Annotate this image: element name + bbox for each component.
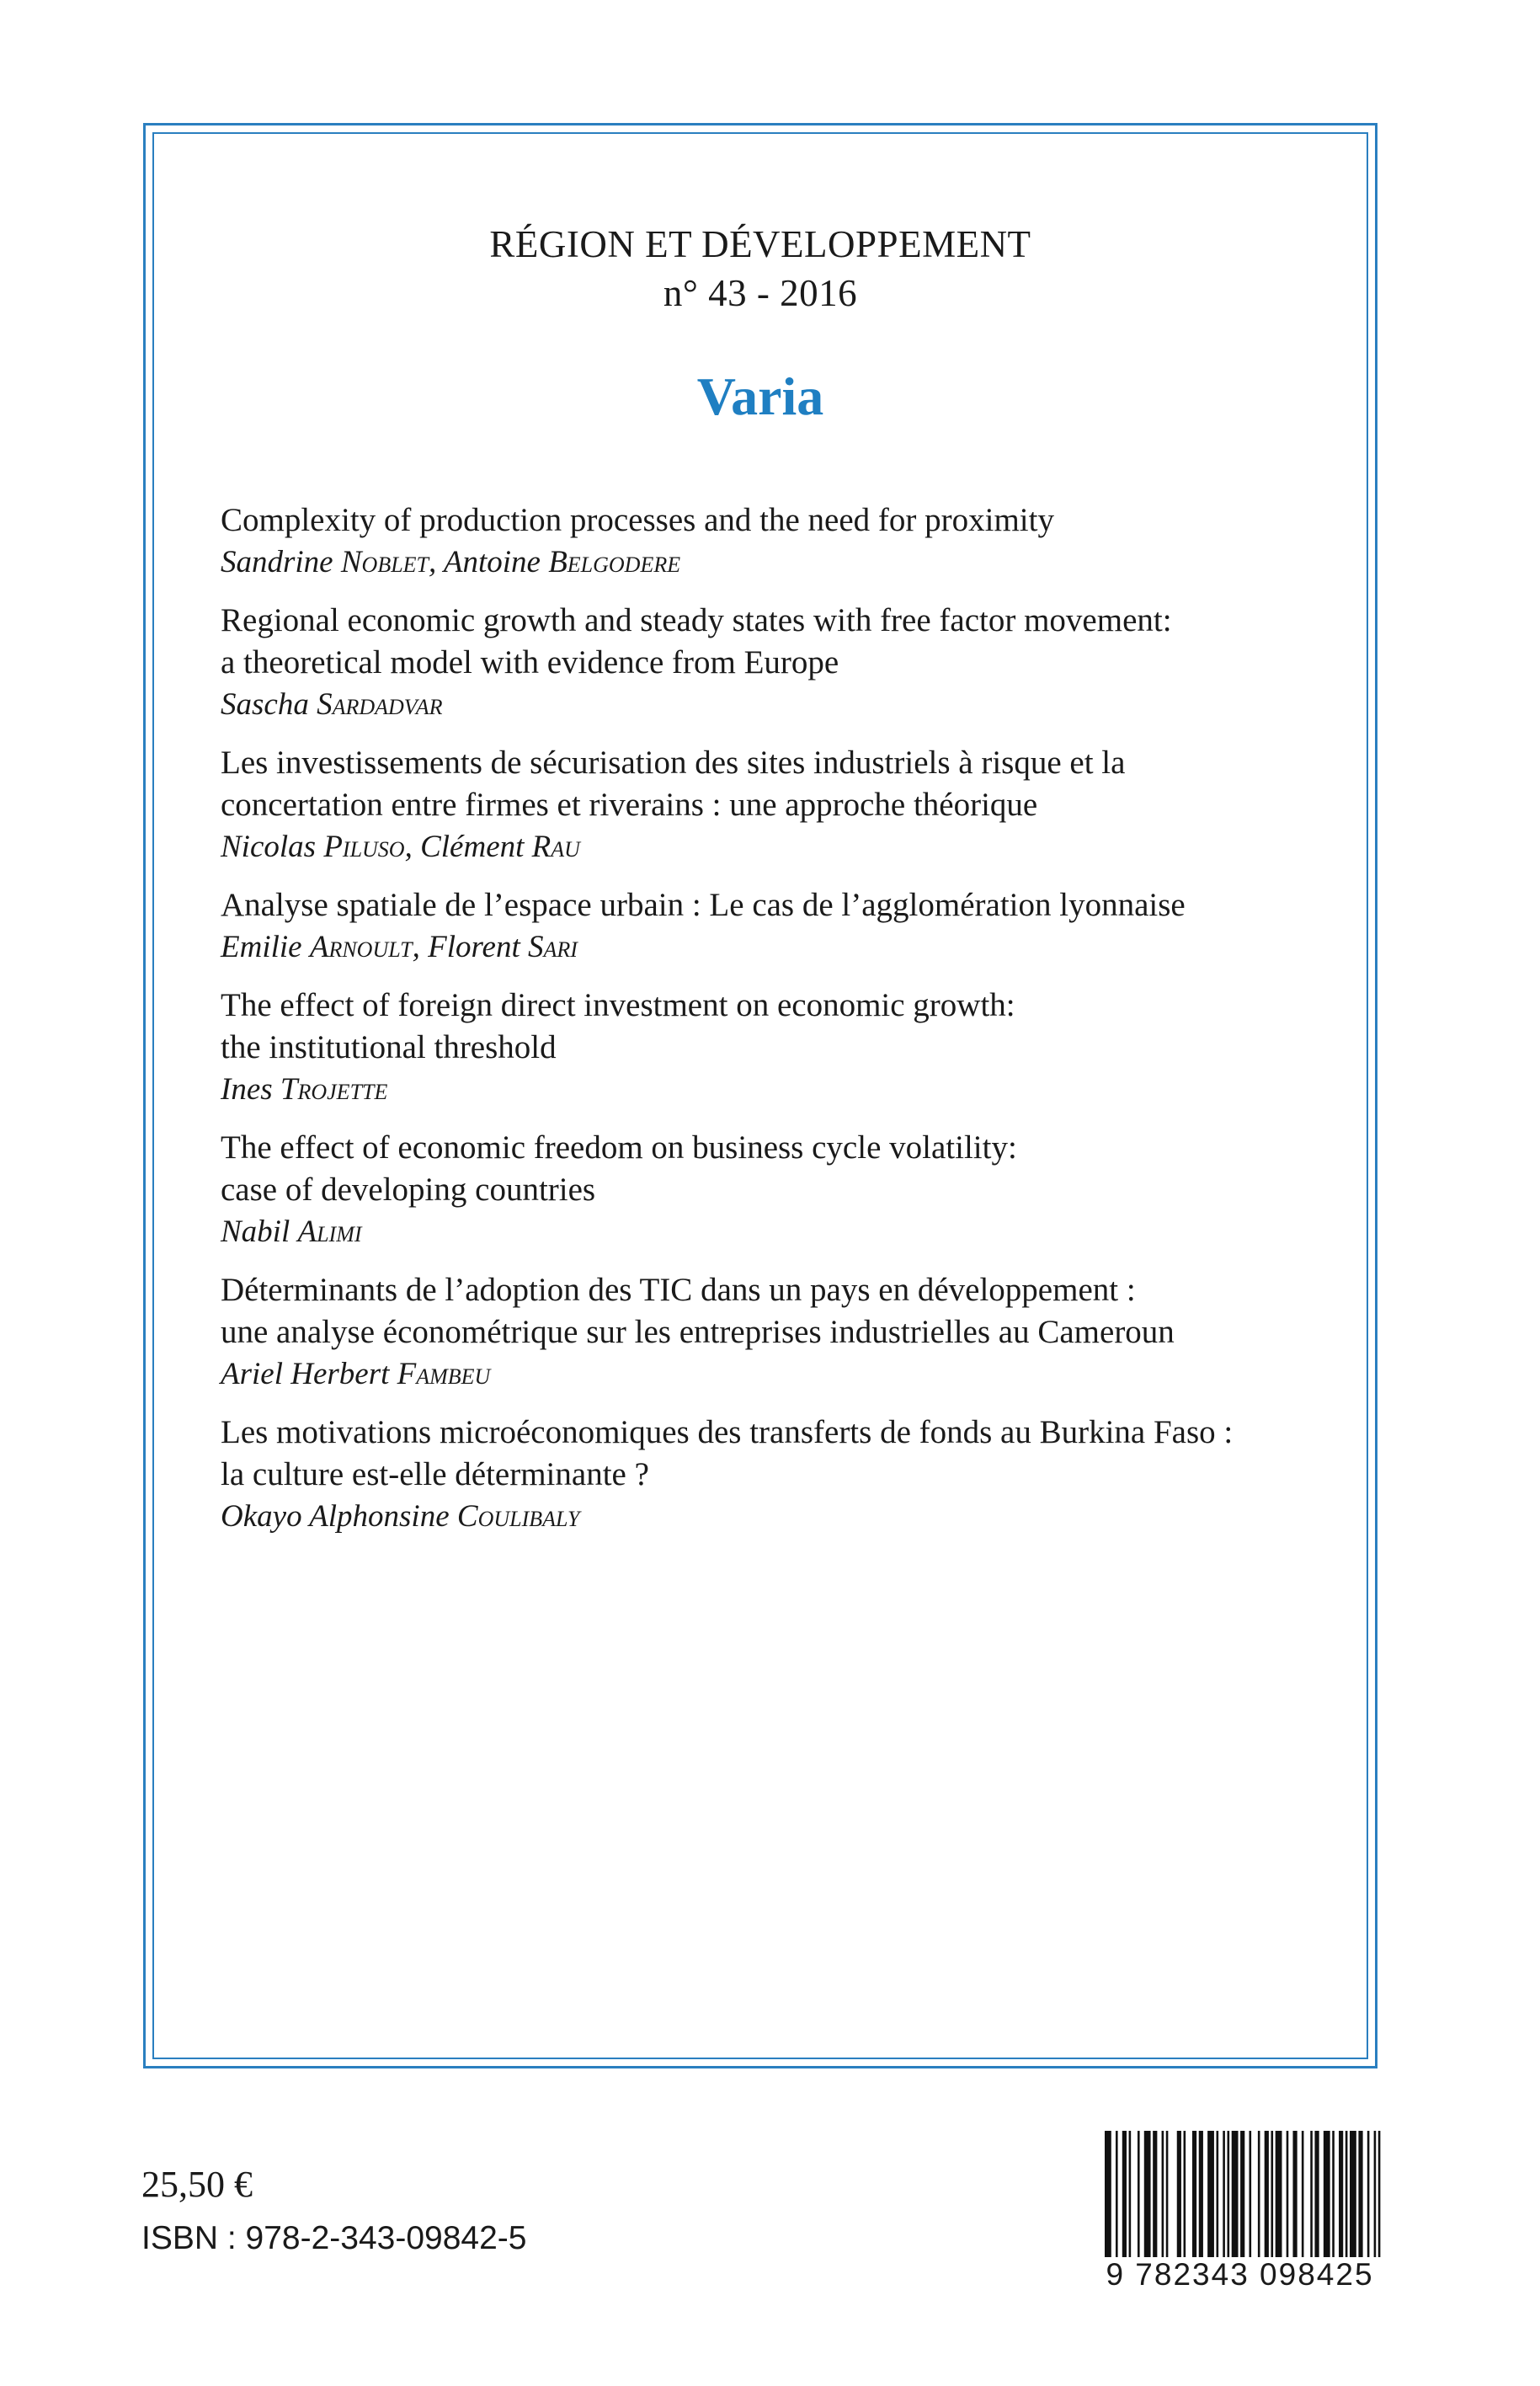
author-first-name: Ariel Herbert	[221, 1357, 397, 1391]
barcode-bar	[1207, 2131, 1214, 2257]
barcode-bar	[1153, 2131, 1157, 2257]
article-authors	[221, 542, 1332, 584]
barcode-bar	[1346, 2131, 1348, 2257]
barcode-bar	[1271, 2131, 1273, 2257]
author-first-name: Okayo Alphonsine	[221, 1499, 457, 1534]
price: 25,50 €	[141, 2164, 253, 2205]
article-entry	[221, 499, 1332, 584]
barcode-bar	[1324, 2131, 1330, 2257]
article-entry	[221, 1412, 1332, 1538]
issue-number: n° 43 - 2016	[663, 272, 858, 314]
article-authors	[221, 684, 1332, 726]
article-title-line: case of developing countries	[221, 1172, 596, 1208]
author-first-name: Emilie	[221, 930, 310, 964]
author-last-name: Sardadvar	[317, 687, 443, 722]
barcode-bar	[1374, 2131, 1377, 2257]
article-title-line: Regional economic growth and steady states with free factor movement:	[221, 602, 1172, 638]
barcode-digits: 9 782343 098425	[1095, 2257, 1385, 2293]
article-entry	[221, 600, 1332, 726]
article-title-line: Les motivations microéconomiques des transferts de fonds au Burkina Faso :	[221, 1414, 1234, 1450]
barcode-bar	[1223, 2131, 1225, 2257]
barcode-bar	[1192, 2131, 1196, 2257]
author-first-name: Clément	[420, 830, 532, 864]
barcode-bar	[1358, 2131, 1362, 2257]
author-first-name: Sascha	[221, 687, 317, 722]
article-title-line: Déterminants de l’adoption des TIC dans un pays en développement :	[221, 1272, 1136, 1308]
article-title-line: The effect of economic freedom on business cycle volatility:	[221, 1129, 1017, 1166]
author-last-name: Arnoult	[309, 930, 413, 964]
barcode-bar	[1105, 2131, 1111, 2276]
author-separator: ,	[429, 545, 444, 579]
author-first-name: Sandrine	[221, 545, 341, 579]
article-title-line: Complexity of production processes and the need for proximity	[221, 502, 1054, 538]
barcode-bar	[1258, 2131, 1260, 2257]
article-entry	[221, 985, 1332, 1111]
barcode-bar	[1339, 2131, 1343, 2257]
barcode-bar	[1240, 2131, 1244, 2276]
barcode-bar	[1199, 2131, 1203, 2257]
author-last-name: Coulibaly	[456, 1499, 580, 1534]
table-of-contents	[221, 499, 1332, 1554]
article-entry	[221, 1269, 1332, 1396]
barcode-bar	[1162, 2131, 1164, 2257]
author-last-name: Sari	[527, 930, 578, 964]
author-first-name: Florent	[428, 930, 528, 964]
barcode-bar	[1184, 2131, 1186, 2257]
section-title: Varia	[696, 366, 824, 426]
barcode-bar	[1232, 2131, 1239, 2257]
article-authors	[221, 826, 1332, 868]
barcode-bar	[1177, 2131, 1181, 2257]
author-last-name: Alimi	[297, 1214, 362, 1249]
author-separator: ,	[412, 930, 429, 964]
barcode-bar	[1314, 2131, 1319, 2257]
article-entry	[221, 1127, 1332, 1253]
barcode-bar	[1332, 2131, 1335, 2257]
author-first-name: Nicolas	[221, 830, 324, 864]
barcode-bar	[1250, 2131, 1252, 2276]
barcode-bar	[1166, 2131, 1169, 2257]
article-title-line: une analyse économétrique sur les entreprises industrielles au Cameroun	[221, 1314, 1175, 1350]
article-title-line: The effect of foreign direct investment on economic growth:	[221, 987, 1015, 1023]
article-authors	[221, 1353, 1332, 1396]
author-last-name: Belgodere	[548, 545, 681, 579]
author-last-name: Piluso	[323, 830, 405, 864]
author-first-name: Ines	[221, 1072, 280, 1107]
author-separator: ,	[404, 830, 421, 864]
barcode-bar	[1367, 2131, 1370, 2257]
barcode-bar	[1144, 2131, 1151, 2257]
barcode-bar	[1378, 2131, 1381, 2257]
author-first-name: Antoine	[443, 545, 549, 579]
barcode-bar	[1116, 2131, 1118, 2276]
article-title-line: Les investissements de sécurisation des sites industriels à risque et la	[221, 745, 1126, 781]
barcode-bar	[1228, 2131, 1230, 2257]
barcode-bar	[1276, 2131, 1282, 2257]
barcode-bar	[1217, 2131, 1219, 2257]
article-title-line: la culture est-elle déterminante ?	[221, 1456, 649, 1492]
article-title-line: Analyse spatiale de l’espace urbain : Le cas de l’agglomération lyonnaise	[221, 887, 1186, 923]
article-authors	[221, 1211, 1332, 1253]
author-last-name: Trojette	[280, 1072, 388, 1107]
barcode-bar	[1350, 2131, 1356, 2257]
article-authors	[221, 1496, 1332, 1538]
article-entry	[221, 742, 1332, 868]
author-first-name: Nabil	[221, 1214, 298, 1249]
barcode-bar	[1310, 2131, 1313, 2257]
author-last-name: Rau	[531, 830, 580, 864]
article-title-line: concertation entre firmes et riverains : une approche théorique	[221, 787, 1038, 823]
article-authors	[221, 926, 1332, 969]
article-title-line: the institutional threshold	[221, 1029, 557, 1065]
article-authors	[221, 1069, 1332, 1111]
barcode-bar	[1265, 2131, 1269, 2257]
article-title-line: a theoretical model with evidence from Europe	[221, 644, 839, 681]
author-last-name: Fambeu	[397, 1357, 491, 1391]
journal-title: RÉGION ET DÉVELOPPEMENT	[489, 223, 1031, 265]
barcode-bar	[1302, 2131, 1304, 2257]
barcode	[1105, 2131, 1383, 2276]
barcode-bar	[1122, 2131, 1127, 2257]
barcode-bar	[1292, 2131, 1297, 2257]
isbn: ISBN : 978-2-343-09842-5	[141, 2220, 527, 2256]
article-entry	[221, 884, 1332, 969]
barcode-bar	[1129, 2131, 1132, 2257]
barcode-bar	[1287, 2131, 1289, 2257]
author-last-name: Noblet	[340, 545, 429, 579]
barcode-bar	[1138, 2131, 1140, 2257]
